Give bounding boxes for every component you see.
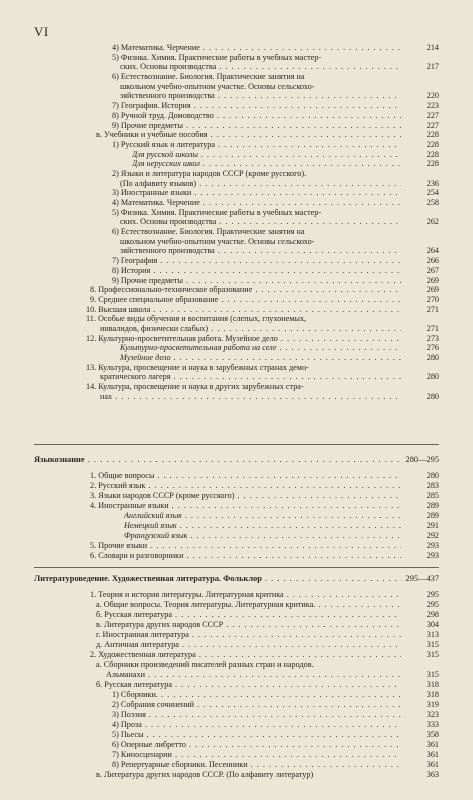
toc-entry-text: 2) Собрания сочинений . . . [112, 701, 401, 710]
toc-entry-page: 228 [403, 141, 439, 150]
toc-entry-page: 236 [403, 180, 439, 189]
toc-entry-page: 280 [403, 393, 439, 402]
toc-entry-text: 1. Теория и история литературы. Литературная критика . . . [90, 591, 401, 600]
toc-entry-page: 315 [403, 651, 439, 660]
toc-entry-page: 228 [403, 151, 439, 160]
toc-entry [0, 364, 473, 374]
toc-entry [0, 393, 473, 403]
toc-entry [0, 267, 473, 277]
toc-entry [0, 160, 473, 170]
toc-entry-page: 254 [403, 189, 439, 198]
toc-entry-page: 323 [403, 711, 439, 720]
toc-entry [0, 721, 473, 731]
toc-entry-text: Альманахи . . . [106, 671, 401, 680]
divider [34, 567, 439, 568]
toc-entry-page: 315 [403, 641, 439, 650]
toc-entry-text: 6) Оперные либретто . . . [112, 741, 401, 750]
toc-entry-text: б. Русская литература . . . [96, 611, 401, 620]
toc-entry [0, 552, 473, 562]
toc-entry-text: ских. Основы производства . . . [120, 63, 401, 72]
toc-entry-text: 11. Особые виды обучения и воспитания (слепых, глухонемых, [86, 315, 307, 324]
toc-entry-page: 318 [403, 691, 439, 700]
toc-entry-page: 227 [403, 112, 439, 121]
toc-entry-page: 262 [403, 218, 439, 227]
toc-entry-page: 264 [403, 247, 439, 256]
toc-entry-text: школьном учебно-опытном участке. Основы сельскохо- [120, 237, 315, 246]
toc-entry [0, 151, 473, 161]
toc-entry-page: 266 [403, 257, 439, 266]
toc-entry-text: Музейное дело . . . [120, 354, 401, 363]
toc-entry-text: 3) Поэзия . . . [112, 711, 401, 720]
toc-entry-text: 13. Культура, просвещение и наука в зарубежных странах демо- [86, 363, 309, 372]
toc-entry-page: 333 [403, 721, 439, 730]
toc-entry [0, 54, 473, 64]
toc-entry-text: зяйственного производства . . . [120, 247, 401, 256]
toc-entry-page: 228 [403, 160, 439, 169]
toc-entry [0, 472, 473, 482]
toc-entry-text: а. Общие вопросы. Теория литературы. Литературная критика. . . . [96, 601, 401, 610]
toc-entry-text: 6. Словари и разговорники . . . [90, 552, 401, 561]
toc-entry-text: 2) Языки и литература народов СССР (кроме русского). [112, 169, 307, 178]
toc-entry-page: 293 [403, 542, 439, 551]
toc-entry-text: 4. Иностранные языки . . . [90, 502, 401, 511]
toc-entry-page: 273 [403, 335, 439, 344]
toc-entry [0, 542, 473, 552]
toc-entry-page: 228 [403, 131, 439, 140]
toc-entry-text: 9. Среднее специальное образование . . . [90, 296, 401, 305]
toc-entry [0, 731, 473, 741]
toc-entry-page: 298 [403, 611, 439, 620]
toc-entry [0, 218, 473, 228]
toc-entry-text: а. Сборники произведений писателей разных стран и народов. [96, 661, 314, 669]
toc-entry-page: 315 [403, 671, 439, 680]
toc-part-linguistics [0, 472, 473, 562]
toc-entry-page: 220 [403, 92, 439, 101]
toc-entry [0, 512, 473, 522]
toc-entry [0, 92, 473, 102]
toc-entry-page: 319 [403, 701, 439, 710]
toc-entry-text: 12. Культурно-просветительная работа. Музейное дело . . . [86, 335, 401, 344]
toc-entry [0, 112, 473, 122]
toc-entry-page: 258 [403, 199, 439, 208]
toc-entry [0, 180, 473, 190]
toc-entry-page: 280 [403, 354, 439, 363]
toc-entry [0, 611, 473, 621]
toc-entry-text: 6) Естествознание. Биология. Практические занятия на [112, 73, 305, 82]
toc-entry [0, 502, 473, 512]
toc-entry-page: 223 [403, 102, 439, 111]
toc-entry-text: 4) Математика. Черчение . . . [112, 44, 401, 53]
toc-entry-text: инвалидов, физически слабых) . . . [100, 325, 401, 334]
toc-entry-text: в. Учебники и учебные пособия . . . [96, 131, 401, 140]
toc-entry [0, 761, 473, 771]
toc-entry-page: 293 [403, 552, 439, 561]
toc-entry-text: 8) Ручной труд. Домоводство . . . [112, 112, 401, 121]
toc-entry-page: 276 [403, 344, 439, 353]
toc-entry [0, 354, 473, 364]
toc-entry [0, 482, 473, 492]
toc-entry-text: 3. Языки народов СССР (кроме русского) . . . [90, 492, 401, 501]
toc-entry-text: 1) Сборники. . . . [112, 691, 401, 700]
toc-entry-page: 291 [403, 522, 439, 531]
toc-entry [0, 306, 473, 316]
section-pages: 295—437 [402, 574, 440, 584]
toc-entry-page: 292 [403, 532, 439, 541]
toc-entry-text: 1. Общие вопросы . . . [90, 472, 401, 481]
toc-entry-page: 289 [403, 512, 439, 521]
toc-entry [0, 621, 473, 631]
toc-entry [0, 741, 473, 751]
toc-entry-page: 361 [403, 751, 439, 760]
toc-entry-text: кратического лагеря . . . [100, 373, 401, 382]
toc-entry-page: 267 [403, 267, 439, 276]
toc-entry [0, 296, 473, 306]
toc-entry-page: 280 [403, 373, 439, 382]
toc-entry-page: 269 [403, 286, 439, 295]
divider [34, 444, 439, 445]
toc-entry [0, 651, 473, 661]
toc-entry-text: 5) Физика. Химия. Практические работы в учебных мастер- [112, 208, 322, 217]
toc-entry [0, 373, 473, 383]
toc-entry-page: 289 [403, 502, 439, 511]
toc-entry [0, 199, 473, 209]
toc-entry-page: 313 [403, 631, 439, 640]
toc-entry [0, 257, 473, 267]
toc-entry-text: д. Античная литература . . . [96, 641, 401, 650]
toc-entry-page: 361 [403, 741, 439, 750]
toc-entry-text: Английский язык . . . [124, 512, 401, 521]
toc-entry [0, 641, 473, 651]
toc-entry-text: 5. Прочие языки . . . [90, 542, 401, 551]
section-heading-linguistics [34, 455, 439, 465]
toc-entry-page: 214 [403, 44, 439, 53]
toc-entry-text: 1) Русский язык и литература . . . [112, 141, 401, 150]
section-heading-literature [34, 574, 439, 584]
toc-entry-text: ских. Основы производства . . . [120, 218, 401, 227]
toc-part-literature [0, 591, 473, 781]
toc-entry [0, 532, 473, 542]
toc-entry [0, 335, 473, 345]
toc-entry-text: нах . . . [100, 393, 401, 402]
page-roman-numeral: VI [34, 24, 49, 39]
toc-entry [0, 170, 473, 180]
toc-entry [0, 73, 473, 83]
toc-entry-page: 280 [403, 472, 439, 481]
toc-entry [0, 591, 473, 601]
toc-entry-page: 271 [403, 325, 439, 334]
toc-entry [0, 122, 473, 132]
toc-entry-text: 14. Культура, просвещение и наука в других зарубежных стра- [86, 383, 304, 392]
toc-entry [0, 661, 473, 671]
toc-entry-text: 8) Репертуарные сборники. Песенники . . . [112, 761, 401, 770]
toc-entry [0, 492, 473, 502]
toc-entry-text: 10. Высшая школа . . . [86, 306, 401, 315]
toc-entry [0, 325, 473, 335]
toc-entry-page: 270 [403, 296, 439, 305]
toc-entry [0, 209, 473, 219]
toc-entry-text: 8. Профессионально-техническое образование . . . [90, 286, 401, 295]
toc-entry-text: 5) Пьесы . . . [112, 731, 401, 740]
toc-entry-text: 9) Прочие предметы . . . [112, 122, 401, 131]
toc-entry-page: 363 [403, 771, 439, 780]
toc-entry-text: 2. Художественная литература . . . [90, 651, 401, 660]
toc-entry-text: 6) Естествознание. Биология. Практические занятия на [112, 228, 305, 237]
toc-entry [0, 522, 473, 532]
toc-entry-page: 269 [403, 277, 439, 286]
toc-entry [0, 691, 473, 701]
toc-entry-text: Немецкий язык . . . [124, 522, 401, 531]
toc-entry [0, 344, 473, 354]
toc-entry [0, 701, 473, 711]
toc-entry [0, 681, 473, 691]
toc-entry-page: 283 [403, 482, 439, 491]
toc-entry [0, 286, 473, 296]
toc-entry-text: 8) История . . . [112, 267, 401, 276]
toc-entry-text: Культурно-просветительная работа на селе . . . [120, 344, 401, 353]
toc-entry-text: 9) Прочие предметы . . . [112, 277, 401, 286]
toc-entry [0, 141, 473, 151]
toc-entry [0, 247, 473, 257]
toc-entry-text: Для русской школы . . . [132, 151, 401, 160]
toc-entry-text: (По алфавиту языков) . . . [120, 180, 401, 189]
toc-entry-text: 4) Проза . . . [112, 721, 401, 730]
toc-entry-text: б. Русская литература . . . [96, 681, 401, 690]
toc-part-education [0, 44, 473, 402]
toc-entry-text: 4) Математика. Черчение . . . [112, 199, 401, 208]
toc-entry-page: 285 [403, 492, 439, 501]
toc-entry-text: в. Литература других народов СССР. (По алфавиту литератур) [96, 771, 314, 779]
toc-entry [0, 102, 473, 112]
toc-entry-page: 227 [403, 122, 439, 131]
toc-entry [0, 238, 473, 248]
toc-entry [0, 711, 473, 721]
toc-entry [0, 131, 473, 141]
toc-entry [0, 63, 473, 73]
section-title: Языкознание . . . [34, 455, 439, 465]
section-title: Литературоведение. Художественная литература. Фольклор . . . [34, 574, 439, 584]
toc-entry [0, 315, 473, 325]
toc-entry [0, 277, 473, 287]
toc-entry-text: г. Иностранная литература . . . [96, 631, 401, 640]
toc-entry-page: 361 [403, 761, 439, 770]
toc-entry-page: 358 [403, 731, 439, 740]
toc-entry-text: школьном учебно-опытном участке. Основы сельскохо- [120, 82, 315, 91]
toc-entry [0, 671, 473, 681]
toc-entry-text: Французский язык . . . [124, 532, 401, 541]
toc-entry-text: 5) Физика. Химия. Практические работы в учебных мастер- [112, 53, 322, 62]
toc-entry [0, 83, 473, 93]
toc-entry-text: 2. Русский язык . . . [90, 482, 401, 491]
toc-entry [0, 189, 473, 199]
toc-entry-page: 295 [403, 601, 439, 610]
toc-entry [0, 383, 473, 393]
toc-entry-text: в. Литература других народов СССР . . . [96, 621, 401, 630]
toc-entry-text: 7) География . . . [112, 257, 401, 266]
section-pages: 280—295 [402, 455, 440, 465]
toc-entry-page: 295 [403, 591, 439, 600]
toc-entry [0, 631, 473, 641]
toc-entry-text: 7) Киносценарии . . . [112, 751, 401, 760]
toc-entry [0, 228, 473, 238]
toc-entry-page: 217 [403, 63, 439, 72]
toc-entry-page: 304 [403, 621, 439, 630]
toc-entry-text: зяйственного производства . . . [120, 92, 401, 101]
toc-entry [0, 601, 473, 611]
toc-entry [0, 751, 473, 761]
toc-entry [0, 44, 473, 54]
toc-entry-page: 271 [403, 306, 439, 315]
toc-entry-text: 7) География. История . . . [112, 102, 401, 111]
toc-entry-page: 318 [403, 681, 439, 690]
toc-entry-text: Для нерусских школ . . . [132, 160, 401, 169]
toc-entry [0, 771, 473, 781]
toc-entry-text: 3) Иностранные языки . . . [112, 189, 401, 198]
